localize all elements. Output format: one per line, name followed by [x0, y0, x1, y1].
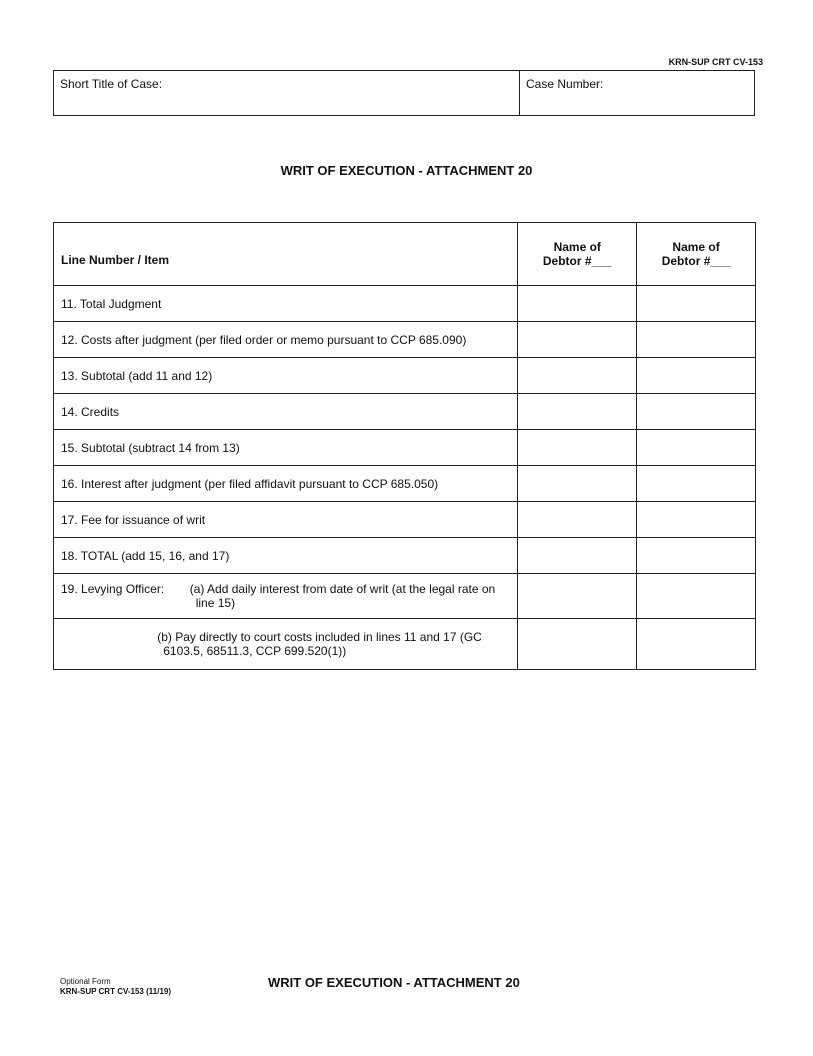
debtor-2-cell[interactable] — [637, 502, 756, 538]
row-label: 13. Subtotal (add 11 and 12) — [54, 358, 518, 394]
row19a-text: (a) Add daily interest from date of writ (at the legal rate on line 15) — [189, 582, 496, 610]
header-text: Debtor #___ — [661, 254, 731, 268]
header-debtor-2 — [637, 223, 756, 286]
row-label: 18. TOTAL (add 15, 16, and 17) — [54, 538, 518, 574]
optional-form-label: Optional Form — [60, 977, 111, 986]
debtor-2-cell[interactable] — [637, 322, 756, 358]
table-row — [54, 502, 756, 538]
row-label: 16. Interest after judgment (per filed affidavit pursuant to CCP 685.050) — [54, 466, 518, 502]
short-title-field[interactable]: Short Title of Case: — [60, 77, 163, 91]
case-number-field[interactable]: Case Number: — [526, 77, 604, 91]
table-row — [54, 430, 756, 466]
form-revision: KRN-SUP CRT CV-153 (11/19) — [60, 987, 171, 996]
row-label: 17. Fee for issuance of writ — [54, 502, 518, 538]
row-label: 11. Total Judgment — [54, 286, 518, 322]
row-label — [54, 574, 518, 619]
debtor-2-cell[interactable] — [637, 358, 756, 394]
table-row — [54, 538, 756, 574]
table-row — [54, 322, 756, 358]
header-debtor-1 — [518, 223, 637, 286]
divider — [519, 71, 520, 115]
row-label: 15. Subtotal (subtract 14 from 13) — [54, 430, 518, 466]
debtor-1-cell[interactable] — [518, 466, 637, 502]
debtor-1-cell[interactable] — [518, 538, 637, 574]
debtor-2-cell[interactable] — [637, 466, 756, 502]
debtor-1-cell[interactable] — [518, 286, 637, 322]
debtor-1-cell[interactable] — [518, 358, 637, 394]
debtor-2-cell[interactable] — [637, 430, 756, 466]
row-label: 12. Costs after judgment (per filed order or memo pursuant to CCP 685.090) — [54, 322, 518, 358]
debtor-2-cell[interactable] — [637, 619, 756, 670]
debtor-2-cell[interactable] — [637, 394, 756, 430]
table-row — [54, 619, 756, 670]
page-title: WRIT OF EXECUTION - ATTACHMENT 20 — [280, 163, 533, 178]
header-text: Debtor #___ — [542, 254, 612, 268]
table-row — [54, 286, 756, 322]
debtor-1-cell[interactable] — [518, 619, 637, 670]
debtor-2-cell[interactable] — [637, 538, 756, 574]
header-line-item: Line Number / Item — [54, 223, 518, 286]
debtor-1-cell[interactable] — [518, 502, 637, 538]
table-header — [54, 223, 756, 286]
footer-form-info — [60, 977, 171, 997]
debtor-1-cell[interactable] — [518, 322, 637, 358]
row-label — [54, 619, 518, 670]
debtor-1-cell[interactable] — [518, 394, 637, 430]
case-header-box — [53, 70, 755, 116]
header-text: Name of — [672, 240, 720, 254]
row-label: 14. Credits — [54, 394, 518, 430]
row19b-text: (b) Pay directly to court costs included in lines 11 and 17 (GC 6103.5, 68511.3, CCP 699.520(1)) — [157, 630, 482, 658]
footer-title: WRIT OF EXECUTION - ATTACHMENT 20 — [268, 975, 520, 990]
header-text: Name of — [553, 240, 601, 254]
table-row — [54, 358, 756, 394]
debtor-2-cell[interactable] — [637, 574, 756, 619]
row19-label: 19. Levying Officer: — [61, 582, 165, 596]
table-row — [54, 394, 756, 430]
debtor-1-cell[interactable] — [518, 430, 637, 466]
table-row — [54, 466, 756, 502]
debtor-1-cell[interactable] — [518, 574, 637, 619]
table-row — [54, 574, 756, 619]
form-id: KRN-SUP CRT CV-153 — [668, 57, 763, 67]
calculation-table — [53, 222, 756, 670]
debtor-2-cell[interactable] — [637, 286, 756, 322]
